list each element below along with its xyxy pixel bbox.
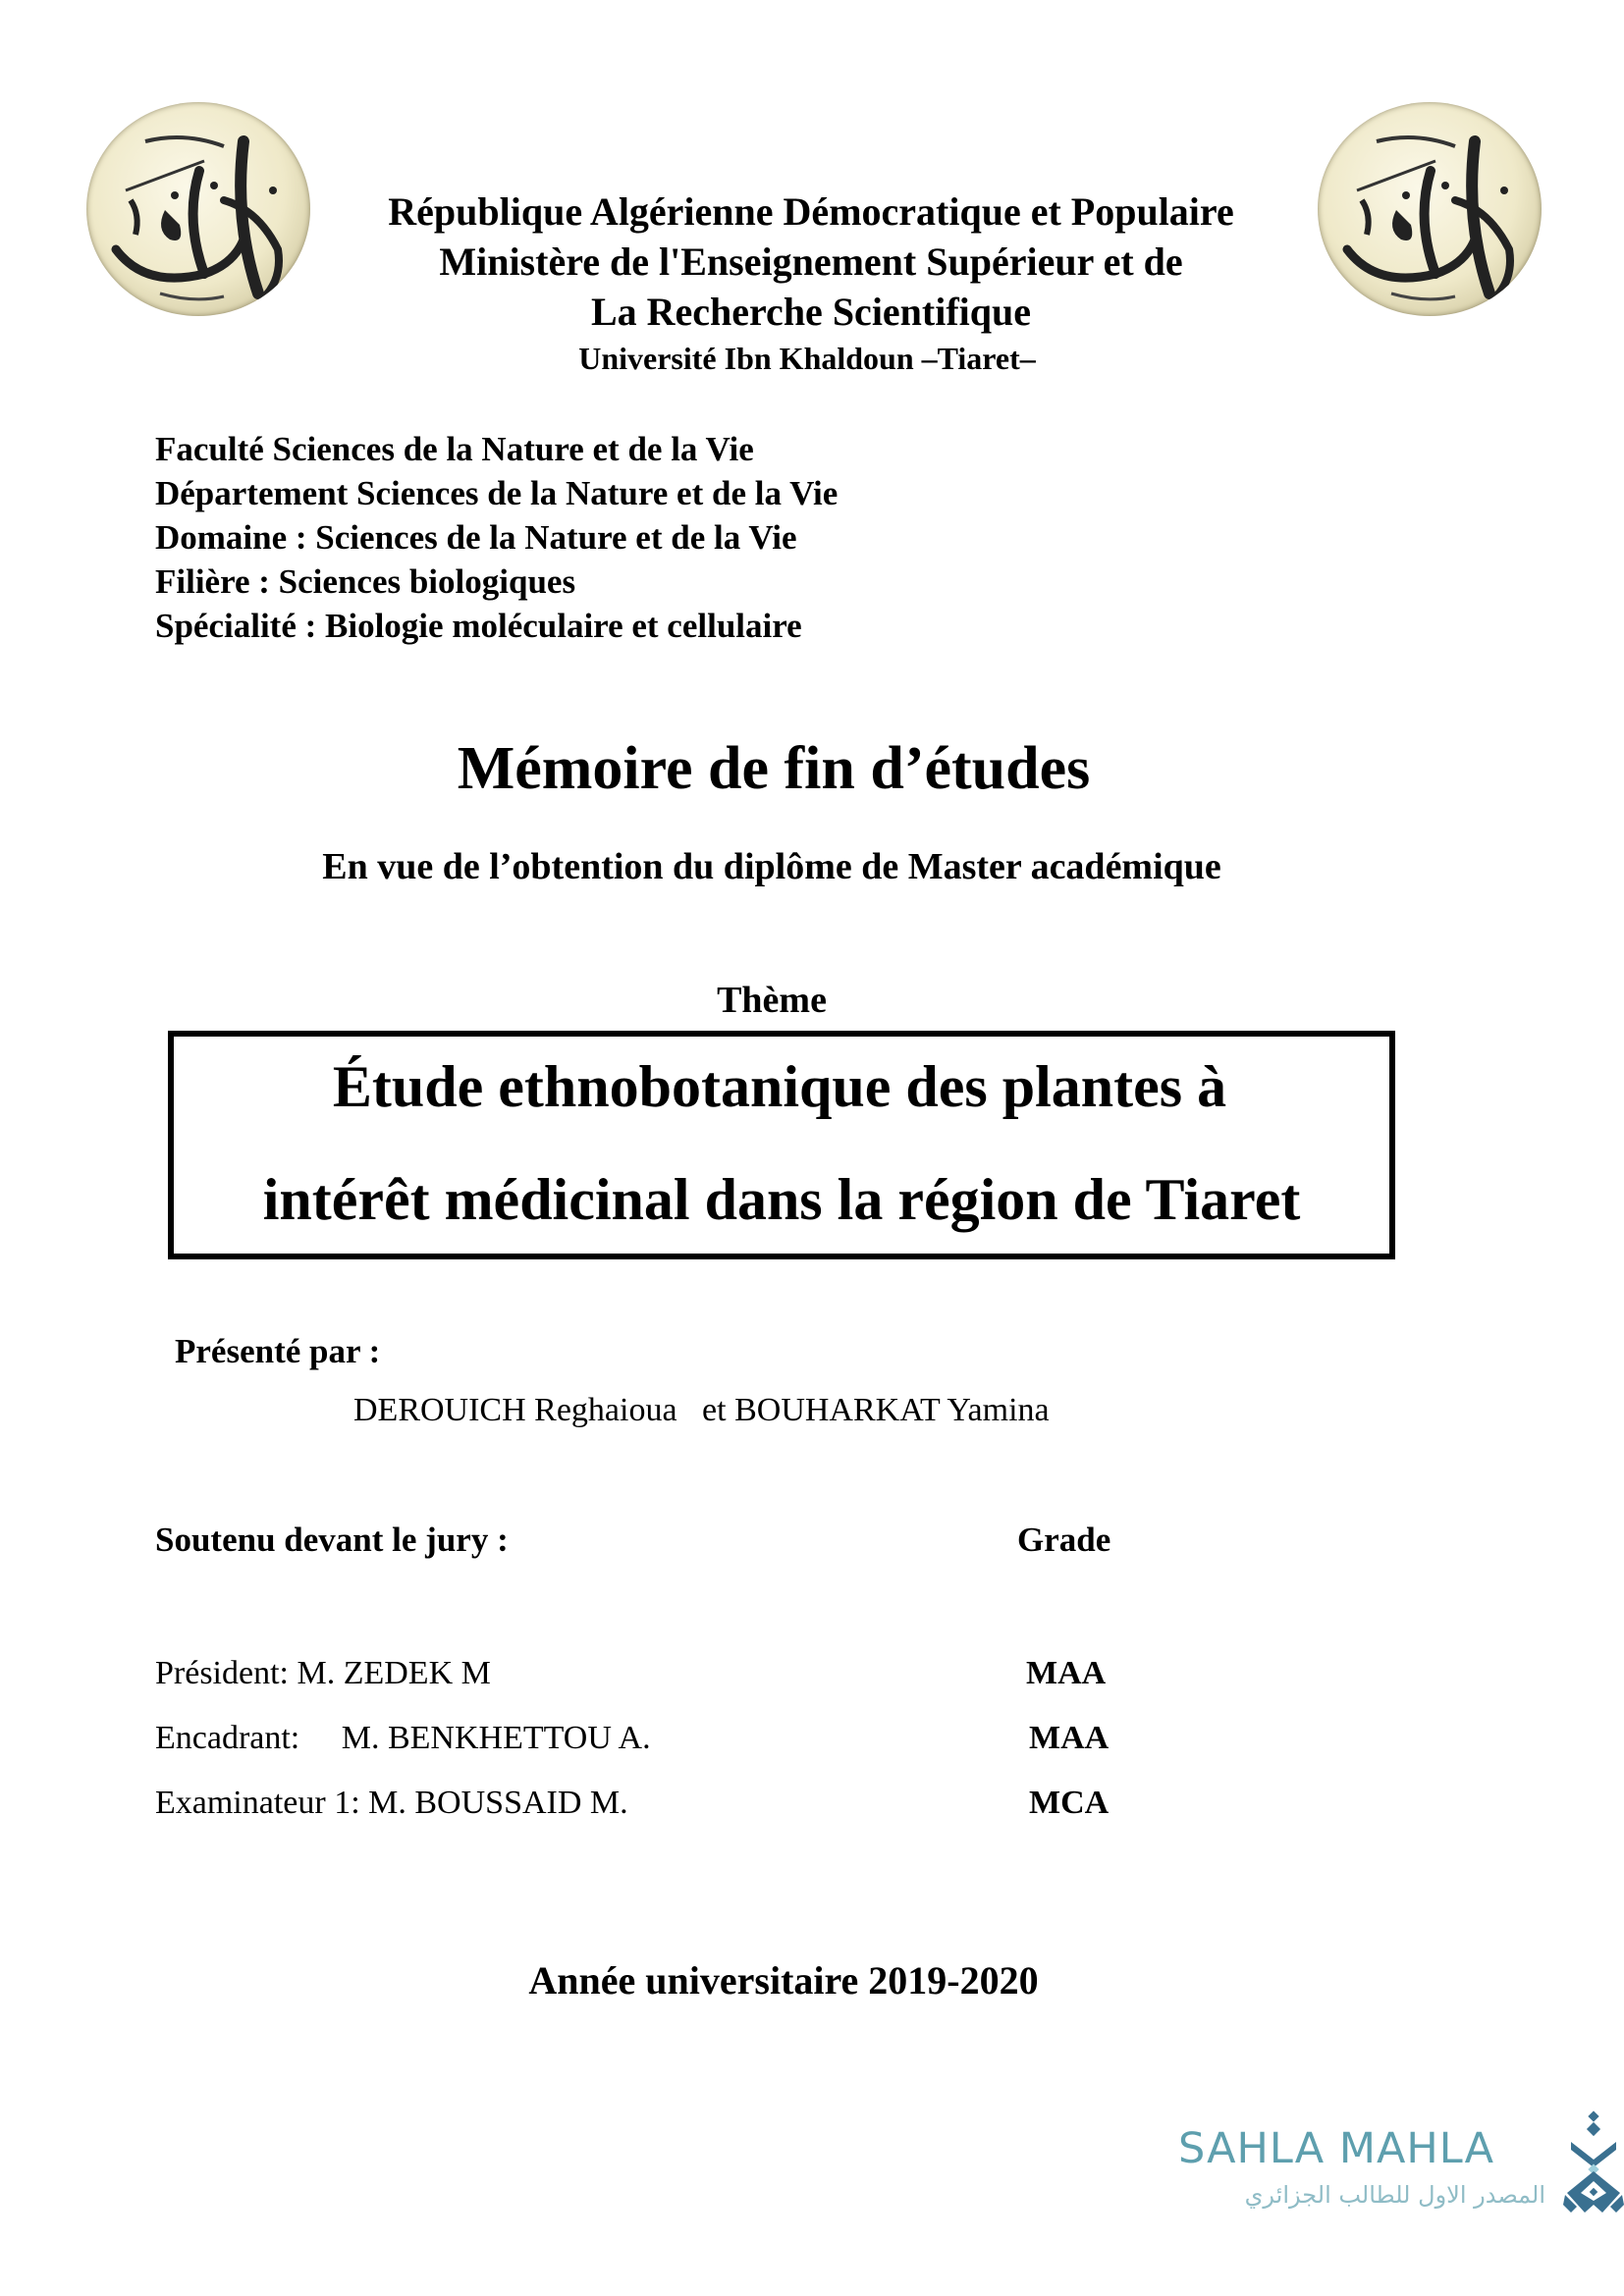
seal-calligraphy-icon: [1318, 102, 1542, 316]
degree-subtitle: En vue de l’obtention du diplôme de Master académique: [322, 846, 1221, 887]
jury-member-president: Président: M. ZEDEK M: [155, 1655, 491, 1691]
authors-names: DEROUICH Reghaioua et BOUHARKAT Yamina: [353, 1392, 1050, 1428]
thesis-title-line-1: Étude ethnobotanique des plantes à: [332, 1054, 1227, 1119]
domain-line: Domaine : Sciences de la Nature et de la Vie: [155, 518, 797, 557]
sahla-mahla-logo-icon: [1563, 2110, 1624, 2218]
university-name: Université Ibn Khaldoun –Tiaret–: [578, 341, 1036, 376]
watermark-tagline: المصدر الاول للطالب الجزائري: [1244, 2181, 1545, 2209]
watermark-brand: SAHLA MAHLA: [1178, 2124, 1495, 2173]
jury-member-supervisor: Encadrant: M. BENKHETTOU A.: [155, 1720, 651, 1756]
university-seal-icon: [1318, 102, 1542, 316]
presented-by-label: Présenté par :: [175, 1332, 381, 1370]
jury-grade: MAA: [1029, 1720, 1110, 1756]
jury-grade: MAA: [1026, 1655, 1107, 1691]
thesis-title-box: [168, 1031, 1395, 1259]
field-line: Filière : Sciences biologiques: [155, 562, 576, 601]
jury-member-examiner: Examinateur 1: M. BOUSSAID M.: [155, 1785, 628, 1821]
sahla-mahla-watermark: [1178, 2110, 1624, 2228]
jury-grade: MCA: [1029, 1785, 1110, 1821]
republic-line: République Algérienne Démocratique et Populaire: [388, 189, 1234, 234]
ministry-line: Ministère de l'Enseignement Supérieur et de: [439, 240, 1183, 284]
grade-header: Grade: [1017, 1521, 1111, 1559]
theme-label: Thème: [717, 980, 827, 1021]
thesis-title-line-2: intérêt médicinal dans la région de Tiaret: [262, 1167, 1301, 1232]
academic-year: Année universitaire 2019-2020: [528, 1958, 1039, 2002]
university-seal-icon: [86, 102, 310, 316]
specialty-line: Spécialité : Biologie moléculaire et cellulaire: [155, 607, 802, 645]
faculty-line: Faculté Sciences de la Nature et de la Vie: [155, 430, 754, 468]
department-line: Département Sciences de la Nature et de la Vie: [155, 474, 839, 512]
jury-label: Soutenu devant le jury :: [155, 1521, 509, 1559]
research-line: La Recherche Scientifique: [590, 290, 1032, 334]
document-type-heading: Mémoire de fin d’études: [457, 735, 1091, 802]
seal-calligraphy-icon: [86, 102, 310, 316]
